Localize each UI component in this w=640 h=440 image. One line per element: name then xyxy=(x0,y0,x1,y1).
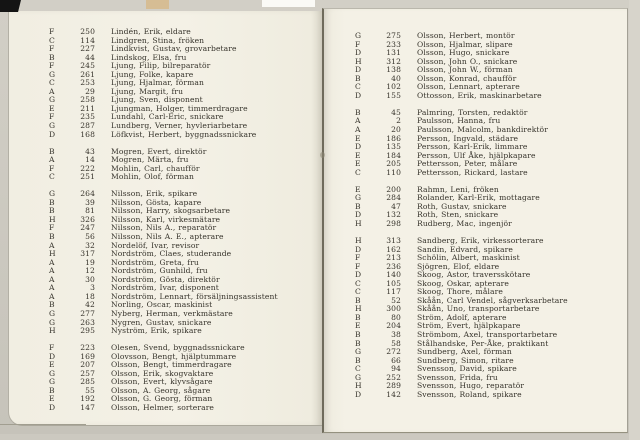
entry-name-occupation: Persson, Karl-Erik, limmare xyxy=(417,142,528,152)
entry-number: 272 xyxy=(386,347,401,357)
entry-number: 81 xyxy=(85,206,95,216)
entry-section-letter: E xyxy=(355,159,361,169)
entry-number: 258 xyxy=(80,95,95,105)
entry-number: 223 xyxy=(80,343,95,353)
entry-name-occupation: Palmring, Torsten, redaktör xyxy=(417,107,528,117)
entry-name-occupation: Sundberg, Simon, ritare xyxy=(417,355,514,365)
entry-name-occupation: Lindgren, Stina, fröken xyxy=(111,35,205,45)
entry-name-occupation: Svensson, David, spikare xyxy=(417,364,517,374)
entry-section-letter: G xyxy=(49,69,56,79)
entry-number: 275 xyxy=(386,31,401,40)
entry-name-occupation: Sandberg, Erik, virkessorterare xyxy=(417,235,544,245)
entry-number: 40 xyxy=(391,73,401,83)
entry-number: 138 xyxy=(386,65,401,75)
entry-number: 19 xyxy=(85,257,95,267)
entry-number: 29 xyxy=(85,86,95,96)
entry-number: 236 xyxy=(386,261,401,271)
entry-name-occupation: Ljung, Folke, kapare xyxy=(111,69,194,79)
page-edge-notch xyxy=(262,0,315,7)
entry-number: 12 xyxy=(85,266,95,276)
entry-name-occupation: Nordström, Claes, studerande xyxy=(111,249,232,259)
entry-number: 105 xyxy=(386,278,401,288)
entry-section-letter: B xyxy=(355,338,361,348)
gutter-speck xyxy=(320,152,325,158)
entry-name-occupation: Nordström, Lennart, försäljningsassistent xyxy=(111,291,278,301)
entry-section-letter: E xyxy=(355,150,361,160)
entry-number: 169 xyxy=(80,351,95,361)
entry-name-occupation: Ottosson, Erik, maskinarbetare xyxy=(417,90,542,100)
entry-name-occupation: Skåån, Uno, transportarbetare xyxy=(417,304,540,314)
entry-section-letter: C xyxy=(49,35,55,45)
entry-number: 222 xyxy=(80,163,95,173)
entry-number: 155 xyxy=(386,90,401,100)
entry-name-occupation: Nilsson, Nils A., reparatör xyxy=(111,223,217,233)
entry-number: 285 xyxy=(80,377,95,387)
entry-name-occupation: Ström, Evert, hjälpkapare xyxy=(417,321,521,331)
entry-section-letter: A xyxy=(49,266,55,276)
entry-section-letter: D xyxy=(355,389,362,399)
entry-number: 168 xyxy=(80,129,95,139)
entry-section-letter: D xyxy=(355,142,362,152)
entry-number: 211 xyxy=(80,103,95,113)
entry-number: 245 xyxy=(80,61,95,71)
entry-number: 277 xyxy=(80,308,95,318)
entry-number: 110 xyxy=(386,167,401,177)
entry-number: 142 xyxy=(386,389,401,399)
entry-section-letter: B xyxy=(355,295,361,305)
entry-number: 3 xyxy=(90,283,95,293)
entry-section-letter: E xyxy=(355,133,361,143)
entry-name-occupation: Nilsson, Harry, skogsarbetare xyxy=(111,206,231,216)
entry-section-letter: F xyxy=(49,112,55,122)
entry-section-letter: G xyxy=(355,31,362,40)
entry-name-occupation: Nordström, Gunhild, fru xyxy=(111,266,208,276)
entry-section-letter: B xyxy=(49,197,55,207)
entry-name-occupation: Pettersson, Rickard, lastare xyxy=(417,167,528,177)
entry-number: 264 xyxy=(80,189,95,199)
entry-name-occupation: Mohlin, Olof, förman xyxy=(111,172,195,182)
entry-section-letter: C xyxy=(49,78,55,88)
entry-section-letter: B xyxy=(355,201,361,211)
entry-name-occupation: Sjögren, Elof, eldare xyxy=(417,261,500,271)
entry-name-occupation: Nilsson, Karl, virkesmätare xyxy=(111,214,221,224)
entry-name-occupation: Nordström, Greta, fru xyxy=(111,257,199,267)
entry-number: 52 xyxy=(391,295,401,305)
entry-section-letter: B xyxy=(49,232,55,242)
entry-number: 326 xyxy=(80,214,95,224)
entry-section-letter: H xyxy=(355,218,362,228)
entry-number: 114 xyxy=(80,35,95,45)
entry-section-letter: B xyxy=(355,330,361,339)
entry-section-letter: F xyxy=(355,253,361,263)
entry-name-occupation: Olsson, A. Georg, sågare xyxy=(111,385,211,395)
entry-name-occupation: Nilsson, Gösta, kapare xyxy=(111,197,202,207)
entry-group xyxy=(49,148,317,182)
directory-entry xyxy=(49,131,317,140)
directory-entry xyxy=(355,391,625,400)
entry-name-occupation: Olsson, Hugo, snickare xyxy=(417,48,510,58)
entry-number: 45 xyxy=(391,107,401,117)
entry-number: 42 xyxy=(85,300,95,310)
entry-section-letter: A xyxy=(355,116,361,126)
entry-number: 140 xyxy=(386,270,401,280)
directory-entry xyxy=(355,169,625,178)
entry-section-letter: C xyxy=(355,287,361,297)
entry-name-occupation: Lindén, Erik, eldare xyxy=(111,27,191,36)
entry-name-occupation: Pettersson, Peter, målare xyxy=(417,159,518,169)
entry-number: 147 xyxy=(80,402,95,412)
entry-section-letter: B xyxy=(355,355,361,365)
entry-group xyxy=(355,186,625,229)
entry-name-occupation: Lundberg, Verner, hyvleriarbetare xyxy=(111,121,248,131)
directory-entry xyxy=(49,173,317,182)
entry-section-letter: G xyxy=(355,347,362,357)
entry-name-occupation: Svensson, Hugo, reparatör xyxy=(417,381,525,391)
entry-number: 58 xyxy=(391,338,401,348)
entry-section-letter: C xyxy=(355,364,361,374)
entry-name-occupation: Olsson, G. Georg, förman xyxy=(111,394,213,404)
entry-name-occupation: Ström, Adolf, apterare xyxy=(417,312,507,322)
entry-number: 227 xyxy=(80,44,95,54)
entry-number: 317 xyxy=(80,249,95,259)
entry-name-occupation: Skoog, Astor, traversskötare xyxy=(417,270,531,280)
entry-number: 80 xyxy=(391,312,401,322)
entry-section-letter: H xyxy=(355,235,362,245)
entry-section-letter: E xyxy=(49,360,55,370)
entry-number: 205 xyxy=(386,159,401,169)
entry-name-occupation: Persson, Ingvald, städare xyxy=(417,133,519,143)
entry-name-occupation: Olsson, John O., snickare xyxy=(417,56,518,66)
entry-section-letter: A xyxy=(49,283,55,293)
entry-name-occupation: Olovsson, Bengt, hjälptummare xyxy=(111,351,237,361)
entry-number: 47 xyxy=(391,201,401,211)
entry-number: 184 xyxy=(386,150,401,160)
directory-entry xyxy=(49,327,317,336)
entry-number: 18 xyxy=(85,291,95,301)
entry-number: 250 xyxy=(80,27,95,36)
entry-number: 131 xyxy=(386,48,401,58)
entry-section-letter: A xyxy=(49,257,55,267)
entry-section-letter: E xyxy=(355,184,361,194)
entry-name-occupation: Nilsson, Nils A. E., apterare xyxy=(111,232,224,242)
entry-number: 200 xyxy=(386,184,401,194)
entry-section-letter: F xyxy=(49,343,55,353)
entry-section-letter: E xyxy=(355,321,361,331)
entry-name-occupation: Stålhandske, Per-Åke, praktikant xyxy=(417,338,549,348)
entry-name-occupation: Persson, Ulf Åke, hjälpkapare xyxy=(417,150,536,160)
entry-group xyxy=(49,344,317,412)
entry-name-occupation: Nordelöf, Ivar, revisor xyxy=(111,240,200,250)
scan-right-edge xyxy=(629,0,640,440)
entry-section-letter: G xyxy=(49,308,56,318)
entry-section-letter: F xyxy=(355,261,361,271)
entry-section-letter: F xyxy=(49,163,55,173)
entry-number: 295 xyxy=(80,326,95,336)
entry-name-occupation: Sundberg, Axel, förman xyxy=(417,347,512,357)
entry-name-occupation: Rudberg, Mac, ingenjör xyxy=(417,218,512,228)
entry-section-letter: D xyxy=(355,210,362,220)
entry-section-letter: F xyxy=(49,27,55,36)
entry-number: 2 xyxy=(396,116,401,126)
entry-number: 20 xyxy=(391,124,401,134)
entry-name-occupation: Nilsson, Erik, spikare xyxy=(111,189,198,199)
entry-name-occupation: Skåån, Carl Vendel, sågverksarbetare xyxy=(417,295,568,305)
entry-section-letter: D xyxy=(355,90,362,100)
entry-name-occupation: Nyberg, Herman, verkmästare xyxy=(111,308,233,318)
scan-corner-mark xyxy=(0,0,21,12)
entry-name-occupation: Olsson, Konrad, chaufför xyxy=(417,73,517,83)
entry-number: 312 xyxy=(386,56,401,66)
entry-section-letter: D xyxy=(355,65,362,75)
entry-name-occupation: Nyström, Erik, spikare xyxy=(111,326,202,336)
entry-section-letter: F xyxy=(49,61,55,71)
entry-number: 38 xyxy=(391,330,401,339)
left_page-entries xyxy=(49,28,317,421)
entry-name-occupation: Olsson, Herbert, montör xyxy=(417,31,515,40)
entry-section-letter: F xyxy=(355,39,361,49)
entry-name-occupation: Roth, Gustav, snickare xyxy=(417,201,507,211)
entry-section-letter: H xyxy=(355,304,362,314)
entry-name-occupation: Ljung, Sven, disponent xyxy=(111,95,203,105)
entry-name-occupation: Paulsson, Hanna, fru xyxy=(417,116,501,126)
entry-name-occupation: Olsson, John W., förman xyxy=(417,65,513,75)
entry-section-letter: G xyxy=(49,189,56,199)
entry-number: 55 xyxy=(85,385,95,395)
entry-name-occupation: Ljungman, Holger, timmerdragare xyxy=(111,103,248,113)
entry-number: 251 xyxy=(80,172,95,182)
entry-number: 66 xyxy=(391,355,401,365)
entry-number: 204 xyxy=(386,321,401,331)
entry-name-occupation: Svensson, Frida, fru xyxy=(417,372,498,382)
entry-section-letter: H xyxy=(49,249,56,259)
entry-section-letter: G xyxy=(49,95,56,105)
entry-number: 252 xyxy=(386,372,401,382)
entry-section-letter: H xyxy=(355,381,362,391)
entry-section-letter: G xyxy=(49,377,56,387)
entry-section-letter: D xyxy=(355,48,362,58)
entry-number: 56 xyxy=(85,232,95,242)
entry-section-letter: B xyxy=(49,206,55,216)
directory-entry xyxy=(355,220,625,229)
entry-name-occupation: Rolander, Karl-Erik, mottagare xyxy=(417,193,540,203)
scan-bottom-edge xyxy=(0,434,640,440)
entry-number: 102 xyxy=(386,82,401,92)
entry-number: 135 xyxy=(386,142,401,152)
entry-section-letter: C xyxy=(355,167,361,177)
entry-name-occupation: Lindkvist, Gustav, grovarbetare xyxy=(111,44,237,54)
entry-number: 207 xyxy=(80,360,95,370)
entry-number: 284 xyxy=(386,193,401,203)
entry-section-letter: G xyxy=(49,121,56,131)
entry-section-letter: B xyxy=(49,300,55,310)
entry-section-letter: G xyxy=(355,372,362,382)
entry-section-letter: C xyxy=(49,172,55,182)
entry-name-occupation: Skoog, Thore, målare xyxy=(417,287,503,297)
entry-name-occupation: Norling, Oscar, maskinist xyxy=(111,300,213,310)
entry-name-occupation: Olesen, Svend, byggnadssnickare xyxy=(111,343,245,353)
entry-section-letter: G xyxy=(49,368,56,378)
right_page-entries xyxy=(355,32,625,408)
entry-name-occupation: Mohlin, Carl, chaufför xyxy=(111,163,200,173)
entry-section-letter: E xyxy=(49,103,55,113)
entry-section-letter: E xyxy=(49,394,55,404)
entry-name-occupation: Paulsson, Malcolm, bankdirektör xyxy=(417,124,548,134)
entry-number: 298 xyxy=(386,218,401,228)
left-page xyxy=(8,11,323,426)
entry-number: 313 xyxy=(386,235,401,245)
entry-name-occupation: Nygren, Gustav, snickare xyxy=(111,317,212,327)
entry-section-letter: H xyxy=(49,214,56,224)
entry-section-letter: H xyxy=(49,326,56,336)
entry-number: 186 xyxy=(386,133,401,143)
right-page xyxy=(322,8,628,433)
entry-group xyxy=(355,109,625,177)
entry-number: 43 xyxy=(85,146,95,156)
entry-section-letter: D xyxy=(355,244,362,254)
entry-section-letter: D xyxy=(49,351,56,361)
entry-name-occupation: Ljung, Hjalmar, förman xyxy=(111,78,204,88)
entry-number: 213 xyxy=(386,253,401,263)
entry-number: 233 xyxy=(386,39,401,49)
entry-number: 287 xyxy=(80,121,95,131)
entry-name-occupation: Olsson, Hjalmar, slipare xyxy=(417,39,513,49)
entry-number: 289 xyxy=(386,381,401,391)
entry-number: 300 xyxy=(386,304,401,314)
entry-section-letter: F xyxy=(49,223,55,233)
entry-section-letter: B xyxy=(355,107,361,117)
entry-name-occupation: Ljung, Margit, fru xyxy=(111,86,184,96)
entry-number: 235 xyxy=(80,112,95,122)
entry-number: 192 xyxy=(80,394,95,404)
entry-section-letter: G xyxy=(49,317,56,327)
entry-number: 261 xyxy=(80,69,95,79)
entry-group xyxy=(49,190,317,335)
entry-number: 117 xyxy=(386,287,401,297)
entry-section-letter: H xyxy=(355,56,362,66)
entry-name-occupation: Schölin, Albert, maskinist xyxy=(417,253,520,263)
directory-entry xyxy=(49,404,317,413)
entry-number: 247 xyxy=(80,223,95,233)
entry-section-letter: C xyxy=(355,278,361,288)
entry-section-letter: F xyxy=(49,44,55,54)
tape-fragment xyxy=(146,0,169,9)
entry-section-letter: C xyxy=(355,82,361,92)
directory-entry xyxy=(355,92,625,101)
entry-name-occupation: Svensson, Roland, spikare xyxy=(417,389,522,399)
entry-number: 94 xyxy=(391,364,401,374)
entry-name-occupation: Olsson, Helmer, sorterare xyxy=(111,402,215,412)
entry-number: 32 xyxy=(85,240,95,250)
entry-section-letter: B xyxy=(49,385,55,395)
entry-name-occupation: Ljung, Filip, bilreparatör xyxy=(111,61,211,71)
entry-group xyxy=(49,28,317,139)
entry-section-letter: A xyxy=(355,124,361,134)
entry-number: 257 xyxy=(80,368,95,378)
entry-name-occupation: Rahmn, Leni, fröken xyxy=(417,184,499,194)
entry-section-letter: B xyxy=(355,312,361,322)
entry-section-letter: D xyxy=(49,129,56,139)
entry-section-letter: B xyxy=(49,52,55,62)
entry-name-occupation: Olsson, Bengt, timmerdragare xyxy=(111,360,232,370)
entry-name-occupation: Mogren, Märta, fru xyxy=(111,155,189,165)
entry-section-letter: G xyxy=(355,193,362,203)
underlying-page-edge xyxy=(0,424,86,425)
entry-name-occupation: Skoog, Oskar, apterare xyxy=(417,278,509,288)
entry-section-letter: A xyxy=(49,155,55,165)
entry-name-occupation: Sandin, Edvard, spikare xyxy=(417,244,513,254)
entry-section-letter: B xyxy=(49,146,55,156)
entry-number: 263 xyxy=(80,317,95,327)
entry-section-letter: A xyxy=(49,274,55,284)
entry-section-letter: A xyxy=(49,291,55,301)
entry-section-letter: D xyxy=(49,402,56,412)
entry-number: 253 xyxy=(80,78,95,88)
entry-name-occupation: Olsson, Lennart, apterare xyxy=(417,82,520,92)
entry-section-letter: A xyxy=(49,86,55,96)
entry-name-occupation: Löfkvist, Herbert, byggnadssnickare xyxy=(111,129,257,139)
entry-number: 44 xyxy=(85,52,95,62)
entry-name-occupation: Roth, Sten, snickare xyxy=(417,210,499,220)
entry-name-occupation: Olsson, Erik, skogvaktare xyxy=(111,368,214,378)
entry-name-occupation: Strömbom, Axel, transportarbetare xyxy=(417,330,558,339)
entry-name-occupation: Mogren, Evert, direktör xyxy=(111,146,207,156)
entry-group xyxy=(355,32,625,100)
entry-name-occupation: Nordström, Ivar, disponent xyxy=(111,283,219,293)
entry-section-letter: A xyxy=(49,240,55,250)
entry-number: 30 xyxy=(85,274,95,284)
entry-group xyxy=(355,237,625,399)
entry-number: 39 xyxy=(85,197,95,207)
entry-number: 162 xyxy=(386,244,401,254)
entry-name-occupation: Lundahl, Carl-Eric, snickare xyxy=(111,112,224,122)
entry-section-letter: B xyxy=(355,73,361,83)
entry-name-occupation: Olsson, Evert, klyvsågare xyxy=(111,377,213,387)
entry-number: 14 xyxy=(85,155,95,165)
entry-number: 132 xyxy=(386,210,401,220)
entry-name-occupation: Lindskog, Elsa, fru xyxy=(111,52,187,62)
entry-section-letter: D xyxy=(355,270,362,280)
entry-name-occupation: Nordström, Gösta, direktör xyxy=(111,274,220,284)
